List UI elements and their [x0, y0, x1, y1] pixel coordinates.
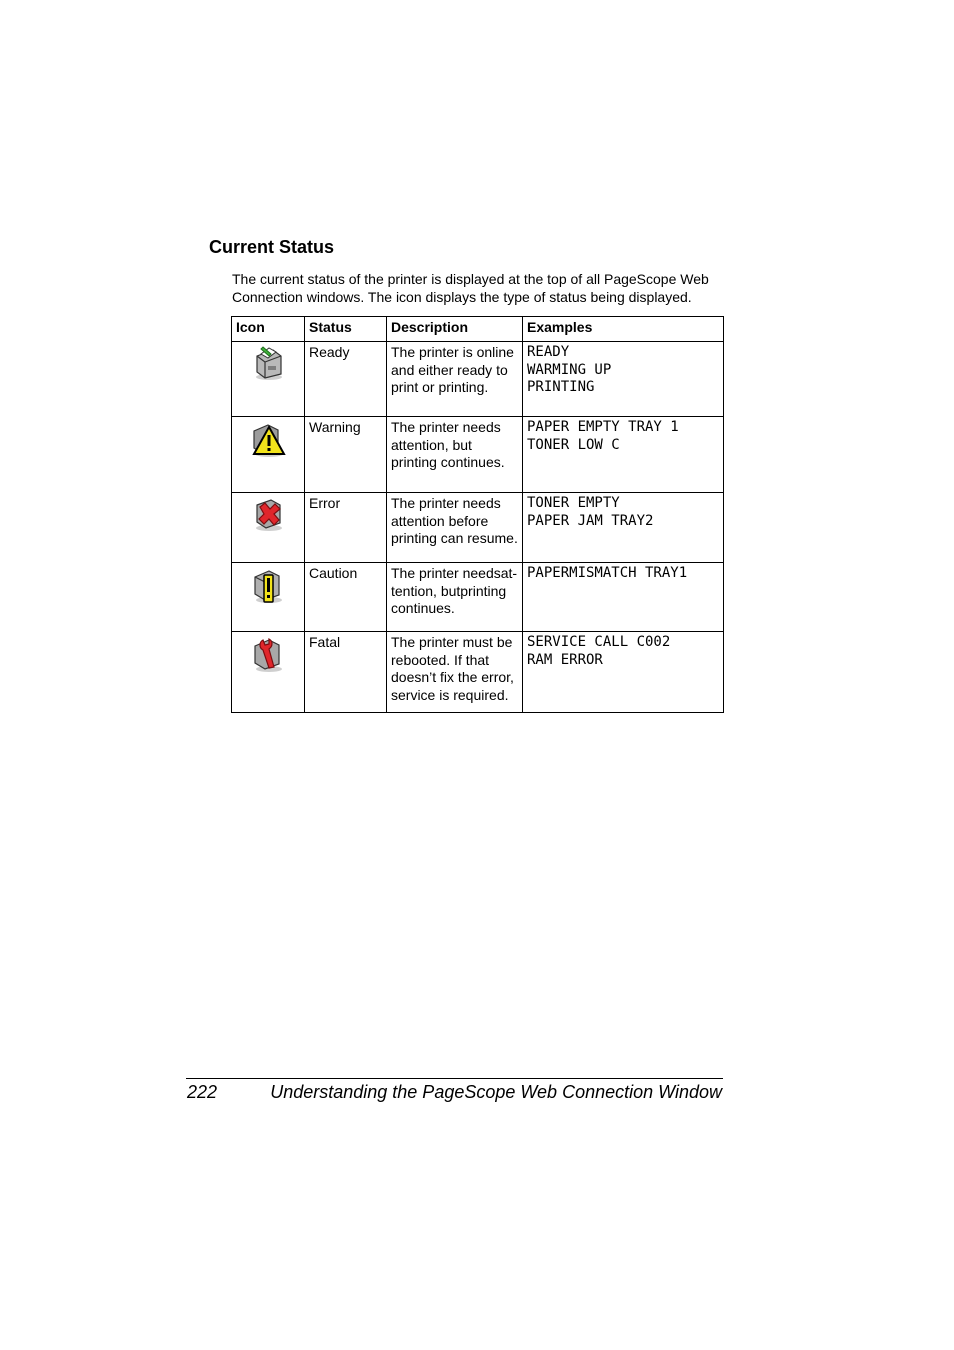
- description-cell: The printer needsat-tention, butprinting continues.: [387, 563, 523, 632]
- header-description: Description: [387, 317, 523, 342]
- icon-cell: [232, 563, 305, 632]
- examples-cell: PAPER EMPTY TRAY 1 TONER LOW C: [523, 417, 724, 493]
- intro-paragraph: The current status of the printer is displayed at the top of all PageScope Web Connection windows. The icon displays the type of status being displayed.: [232, 271, 709, 305]
- printer-warning-icon: [248, 419, 288, 459]
- icon-cell: [232, 493, 305, 563]
- description-cell: The printer must be rebooted. If that doesn’t fix the error, service is required.: [387, 632, 523, 713]
- description-cell: The printer needs attention before printing can resume.: [387, 493, 523, 563]
- section-heading: Current Status: [209, 237, 335, 257]
- icon-cell: [232, 632, 305, 713]
- icon-cell: [232, 417, 305, 493]
- table-row: [232, 632, 724, 713]
- running-title: Understanding the PageScope Web Connection Window: [270, 1082, 722, 1102]
- status-cell: Fatal: [305, 632, 387, 713]
- status-table: [231, 316, 724, 713]
- printer-fatal-icon: [249, 634, 287, 674]
- printer-error-icon: [249, 495, 287, 533]
- status-cell: Caution: [305, 563, 387, 632]
- page-number: 222: [187, 1082, 218, 1102]
- footer-rule: [186, 1078, 723, 1079]
- table-row: [232, 417, 724, 493]
- examples-cell: READY WARMING UP PRINTING: [523, 342, 724, 417]
- printer-ready-icon: [249, 344, 287, 382]
- description-cell: The printer is online and either ready to print or printing.: [387, 342, 523, 417]
- header-icon: Icon: [232, 317, 305, 342]
- status-cell: Error: [305, 493, 387, 563]
- icon-cell: [232, 342, 305, 417]
- examples-cell: TONER EMPTY PAPER JAM TRAY2: [523, 493, 724, 563]
- status-cell: Ready: [305, 342, 387, 417]
- table-header-row: [232, 317, 724, 342]
- table-row: [232, 563, 724, 632]
- table-row: [232, 342, 724, 417]
- status-cell: Warning: [305, 417, 387, 493]
- printer-caution-icon: [249, 565, 287, 605]
- table-row: [232, 493, 724, 563]
- description-cell: The printer needs attention, but printing continues.: [387, 417, 523, 493]
- header-status: Status: [305, 317, 387, 342]
- header-examples: Examples: [523, 317, 724, 342]
- examples-cell: SERVICE CALL C002 RAM ERROR: [523, 632, 724, 713]
- examples-cell: PAPERMISMATCH TRAY1: [523, 563, 724, 632]
